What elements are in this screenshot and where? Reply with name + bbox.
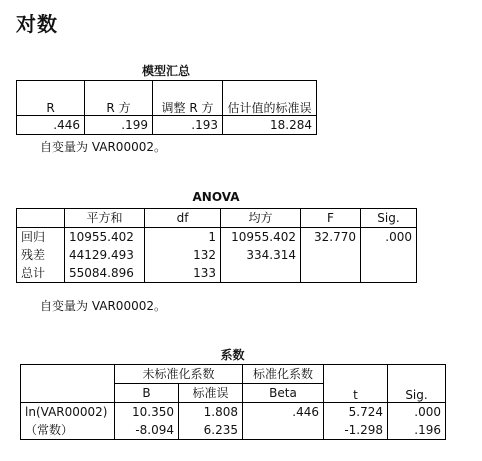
col-sig: Sig. [388, 365, 446, 403]
group-standardized: 标准化系数 [243, 365, 324, 384]
model-summary-table [16, 80, 317, 135]
col-t: t [324, 365, 388, 403]
cell-f: 32.770 [301, 228, 361, 247]
col-sum-sq: 平方和 [65, 209, 145, 228]
cell-f [301, 264, 361, 283]
col-beta: Beta [243, 384, 324, 403]
table-row [17, 228, 417, 247]
cell-sum-sq: 44129.493 [65, 246, 145, 264]
col-sig: Sig. [361, 209, 417, 228]
coefficients-title: 系数 [220, 348, 245, 362]
cell-mean-sq [221, 264, 301, 283]
cell-t: -1.298 [324, 421, 388, 440]
cell-sig [361, 246, 417, 264]
anova-title: ANOVA [192, 190, 240, 204]
anova-corner-cell [17, 209, 65, 228]
col-r-square: R 方 [85, 81, 153, 116]
cell-std-error: 1.808 [179, 403, 243, 422]
cell-sum-sq: 55084.896 [65, 264, 145, 283]
table-row [21, 421, 446, 440]
page-title: 对数 [16, 12, 58, 36]
col-mean-sq: 均方 [221, 209, 301, 228]
cell-r-square: .199 [85, 116, 153, 135]
cell-df: 132 [145, 246, 221, 264]
cell-sig: .000 [388, 403, 446, 422]
col-df: df [145, 209, 221, 228]
cell-sig: .196 [388, 421, 446, 440]
col-r: R [17, 81, 85, 116]
cell-sum-sq: 10955.402 [65, 228, 145, 247]
cell-mean-sq: 10955.402 [221, 228, 301, 247]
col-f: F [301, 209, 361, 228]
cell-beta: .446 [243, 403, 324, 422]
cell-t: 5.724 [324, 403, 388, 422]
table-row [17, 246, 417, 264]
coefficients-table [20, 364, 446, 440]
anova-note: 自变量为 VAR00002。 [40, 299, 166, 313]
anova-table [16, 208, 417, 283]
col-std-error: 估计值的标准误 [223, 81, 317, 116]
cell-std-error: 18.284 [223, 116, 317, 135]
row-label-regression: 回归 [17, 228, 65, 247]
cell-b: -8.094 [115, 421, 179, 440]
model-summary-title: 模型汇总 [141, 64, 190, 78]
cell-df: 1 [145, 228, 221, 247]
col-std-error: 标准误 [179, 384, 243, 403]
col-b: B [115, 384, 179, 403]
row-label-total: 总计 [17, 264, 65, 283]
table-row [21, 403, 446, 422]
model-summary-note: 自变量为 VAR00002。 [40, 140, 166, 154]
coef-corner-cell [21, 365, 115, 403]
row-label-residual: 残差 [17, 246, 65, 264]
row-label-constant: （常数） [21, 421, 115, 440]
cell-r: .446 [17, 116, 85, 135]
cell-mean-sq: 334.314 [221, 246, 301, 264]
row-label-lnvar: ln(VAR00002) [21, 403, 115, 422]
cell-b: 10.350 [115, 403, 179, 422]
cell-std-error: 6.235 [179, 421, 243, 440]
cell-df: 133 [145, 264, 221, 283]
table-row [17, 264, 417, 283]
cell-beta [243, 421, 324, 440]
col-adj-r-square: 调整 R 方 [153, 81, 223, 116]
cell-sig: .000 [361, 228, 417, 247]
cell-sig [361, 264, 417, 283]
cell-adj-r-square: .193 [153, 116, 223, 135]
group-unstandardized: 未标准化系数 [115, 365, 243, 384]
cell-f [301, 246, 361, 264]
